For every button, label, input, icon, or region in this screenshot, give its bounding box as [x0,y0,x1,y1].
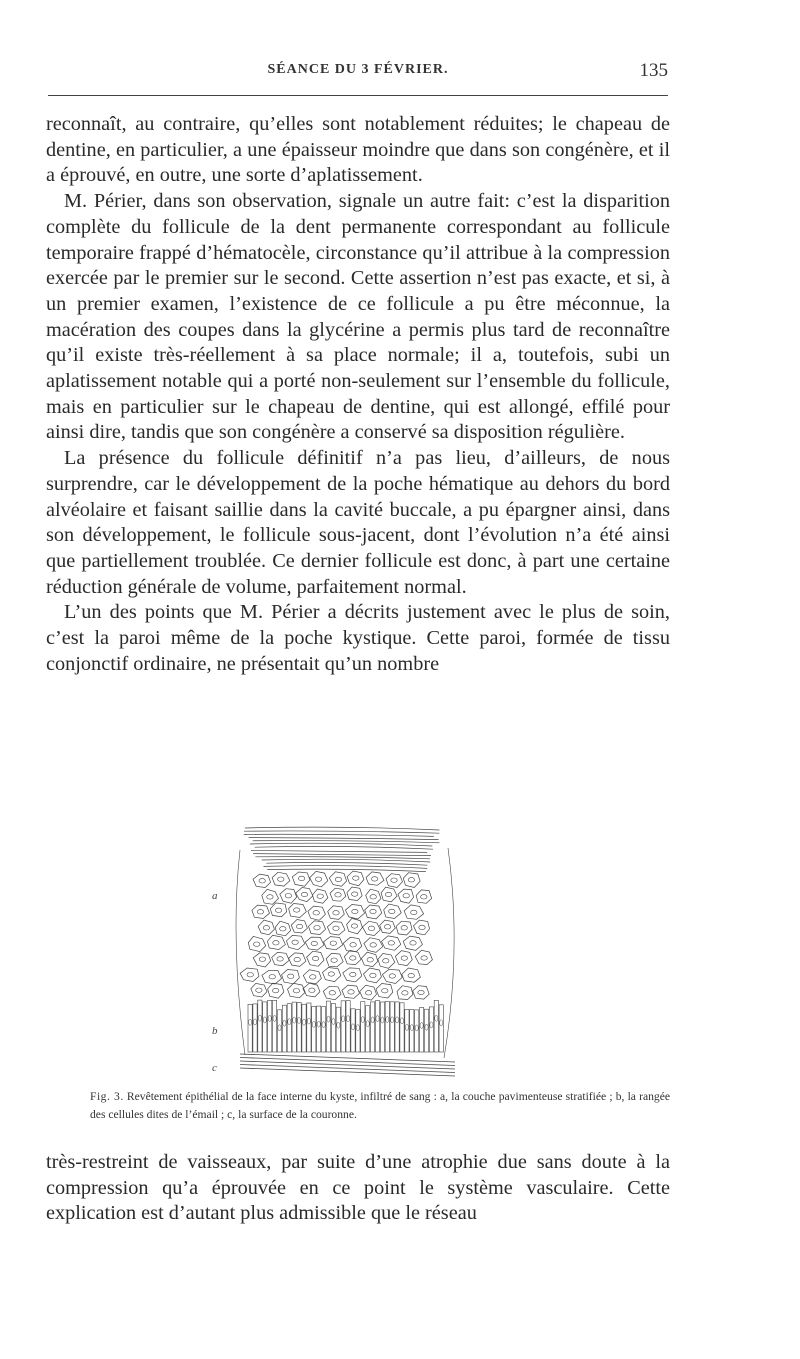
figure-label-c: c [212,1062,217,1074]
figure-label-a: a [212,890,218,902]
caption-text: Revêtement épithélial de la face interne du kyste, infiltré de sang : a, la couche pavimenteuse stratifiée ; b, la rangée des cellules dites de l’émail ; c, la surface de la couronne. [90,1090,670,1121]
epithelium-drawing [200,820,470,1082]
body-text-top [46,112,670,677]
paragraph: M. Périer, dans son observation, signale un autre fait: c’est la disparition complète du follicule de la dent permanente correspondant au follicule temporaire frappé d’hématocèle, circonstance qu’il attribue à la compression exercée par le premier sur le second. Cette assertion n’est pas exacte, et si, à un premier examen, l’existence de ce follicule a pu être méconnue, la macération des coupes dans la glycérine a permis plus tard de reconnaître qu’il existe très-réellement à sa place normale; il a, toutefois, subi un aplatissement notable qui a porté non-seulement sur l’ensemble du follicule, mais en particulier sur le chapeau de dentine, qui est allongé, effilé pour ainsi dire, tandis que son congénère a conservé sa disposition régulière. [46,190,670,444]
figure-caption [90,1088,670,1124]
figure-label-b: b [212,1025,218,1037]
header-rule [48,95,668,96]
figure-epithelium-illustration [200,820,470,1082]
page-header [48,60,668,84]
running-title: SÉANCE DU 3 FÉVRIER. [267,62,449,77]
page-number: 135 [639,60,668,81]
paragraph: très-restreint de vaisseaux, par suite d’une atrophie due sans doute à la compression qu’a éprouvée en ce point le système vasculaire. Cette explication est d’autant plus admissible que le réseau [46,1151,670,1225]
body-text-bottom [46,1150,670,1227]
caption-prefix: Fig. 3. [90,1090,124,1103]
paragraph: reconnaît, au contraire, qu’elles sont notablement réduites; le chapeau de dentine, en particulier, a une épaisseur moindre que dans son congénère, et il a éprouvé, en outre, une sorte d’aplatissement. [46,113,670,187]
paragraph: La présence du follicule définitif n’a pas lieu, d’ailleurs, de nous surprendre, car le développement de la poche hématique au dehors du bord alvéolaire et faisant saillie dans la cavité buccale, a pu épargner ainsi, dans son développement, le follicule sous-jacent, dont l’évolution n’a été ainsi que partiellement troublée. Ce dernier follicule est donc, à part une certaine réduction générale de volume, parfaitement normal. [46,447,670,598]
paragraph: L’un des points que M. Périer a décrits justement avec le plus de soin, c’est la paroi même de la poche kystique. Cette paroi, formée de tissu conjonctif ordinaire, ne présentait qu’un nombre [46,601,670,675]
